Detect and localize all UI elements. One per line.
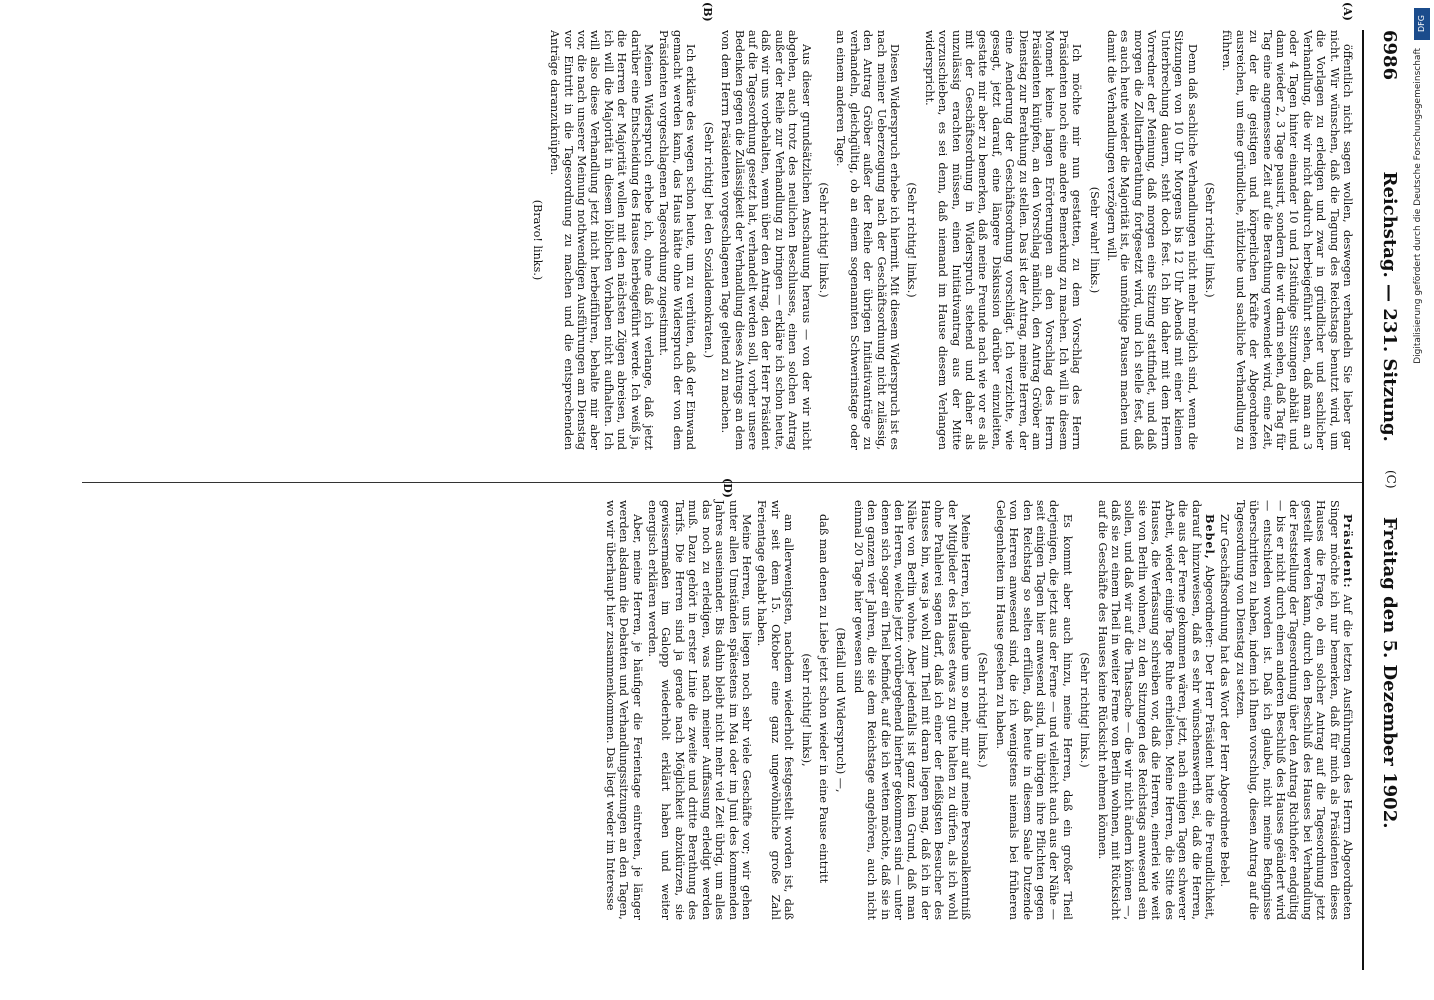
running-title: [1379, 30, 1400, 970]
margin-marker-d: (D): [721, 478, 734, 498]
running-title-right: Freitag den 5. Dezember 1902.: [1379, 517, 1400, 829]
page-number: 6986: [1379, 30, 1400, 81]
interjection: (Sehr richtig! links.): [816, 182, 830, 298]
paragraph: [1095, 500, 1216, 920]
credit-text: Digitalisierung gefördert durch die Deutsche Forschungsgemeinschaft: [1413, 48, 1423, 364]
paragraph: Aus dieser grundsätzlichen Anschauung heraus — von der wir nicht abgehen, auch trotz des neulichen Beschlusses, einen solchen Antrag außer der Reihe zur Verhandlung zu bringen — erkläre ich schon heute, daß wir uns vorbehalten, wenn über den Antrag, den der Herr Präsident auf die Tagesordnung gesetzt hat, verhandelt werden soll, vorher unsere Bedenken gegen die Zulässigkeit der Verhandlung dieses Antrags an dem von dem Herrn Präsidenten vorgeschlagenen Tage geltend zu machen.: [719, 30, 813, 450]
paragraph: daß man denen zu Liebe jetzt schon wieder in eine Pause eintritt: [816, 514, 830, 884]
header-rule: [1362, 30, 1364, 970]
paragraph: Aber, meine Herren, je häufiger die Ferientage eintreten, je länger werden alsdann die Debatten und Verhandlungssitzungen an den Tagen, wo wir überhaupt hier zusammenkommen. Das liegt weder im Interesse: [603, 500, 644, 920]
interjection: (Sehr richtig! links.): [1202, 182, 1216, 298]
paragraph: [1233, 500, 1354, 920]
paragraph: Meine Herren, uns liegen noch sehr viele Geschäfte vor; wir gehen unter allen Umständen spätestens im Mai oder im Juni des kommenden Jahres auseinander. Bis dahin bleibt nicht mehr viel Zeit übrig, um alles das noch zu erledigen, was nach meiner Auffassung erledigt werden muß. Dazu gehört in erster Linie die zweite und dritte Berathung des Tarifs. Die Herren sind ja gerade nach Möglichkeit abzukürzen, sie gewissermaßen im Galopp wiederholt erklärt haben und weiter energisch erklären werden.: [646, 500, 753, 920]
interjection: (Sehr richtig! bei den Sozialdemokraten.): [701, 121, 715, 359]
paragraph: Ich möchte mir nun gestatten, zu dem Vorschlag des Herrn Präsidenten noch eine andere Bemerkung zu machen. Ich will in diesem Moment keine langen Erörterungen an den Vorschlag des Herrn Präsidenten knüpfen, an den Vorschlag nämlich, den Antrag Gröber am Dienstag zur Berathung zu stellen. Das ist der Antrag, meine Herren, der eine Aenderung der Geschäftsordnung vorschlägt. Ich verzichte, wie gesagt, jetzt darauf, eine längere Diskussion darüber einzuleiten, gestatte mir aber zu bemerken, daß meine Freunde nach wie vor es als mit der Geschäftsordnung in Widerspruch stehend und daher als unzulässig erachten müssen, einen Initiativantrag aus der Mitte vorzuschieben, es sei denn, daß niemand im Hause diesem Verlangen widerspricht.: [922, 30, 1084, 450]
margin-marker-a: (A): [1341, 2, 1354, 21]
interjection: (Sehr richtig! links.): [905, 182, 919, 298]
margin-marker-b: (B): [701, 2, 714, 22]
left-column: [526, 2, 1354, 450]
interjection: (Beifall und Widerspruch) —,: [834, 627, 848, 793]
paragraph: am allerwenigsten, nachdem wiederholt festgestellt worden ist, daß wir seit dem 15. Oktober eine ganz ungewöhnliche große Zahl Ferientage gehabt haben.: [755, 500, 796, 920]
paragraph-text: Abgeordneter: Der Herr Präsident hatte die Freundlichkeit, darauf hinzuweisen, daß es sehr wünschenswerth sei, daß die Herren, die aus der Ferne gekommen wären, jetzt, nach einigen Tagen schwerer Arbeit, wieder einige Tage Ruhe erhielten. Meine Herren, die Sitte des Hauses, die Verfassung schreiben vor, daß die Herren, einerlei wie weit sie von Berlin wohnen, zu den Sitzungen des Reichstags anwesend sein sollen, und daß wir auf die Thatsache — die wir nicht ändern können —, daß sie zu einem Theil in weiter Ferne von Berlin wohnen, mit Rücksicht auf die Geschäfte des Hauses keine Rücksicht nehmen können.: [1095, 500, 1216, 920]
paragraph: Diesen Widerspruch erhebe ich hiermit. Mit diesem Widerspruch ist es nach meiner Ueberzeugung nach der Geschäftsordnung nicht zulässig, den Antrag Gröber außer der Reihe der übrigen Initiativanträge zu verhandeln, gleichgültig, ob an einem sogenannten Schwerinstage oder an einem anderen Tage.: [834, 30, 901, 450]
paragraph: Zur Geschäftsordnung hat das Wort der Herr Abgeordnete Bebel.: [1218, 514, 1232, 888]
paragraph-text: Auf die letzten Ausführungen des Herrn Abgeordneten Singer möchte ich nur bemerken, daß für mich als Präsidenten dieses Hauses die Frage, ob ein solcher Antrag auf die Tagesordnung jetzt gestellt werden kann, durch den Beschluß des Hauses bei Verhandlung der Feststellung der Tagesordnung über den Antrag Richthofer endgültig — bis er nicht durch einen anderen Beschluß des Hauses geändert wird — entschieden worden ist. Daß ich glaube, nicht meine Befugnisse überschritten zu haben, indem ich Ihnen vorschlug, diesen Antrag auf die Tagesordnung von Dienstag zu setzen.: [1233, 500, 1354, 920]
interjection: (Bravo! links.): [530, 199, 544, 281]
paragraph: Es kommt aber auch hinzu, meine Herren, daß ein großer Theil derjenigen, die jetzt aus der Ferne — und vielleicht auch aus der Nähe — seit einigen Tagen hier anwesend sind, im übrigen ihre Pflichten gegen den Reichstag so selten erfüllen, daß heute in diesem Saale Dutzende von Herren anwesend sind, die ich wenigstens niemals bei früheren Gelegenheiten im Hause gesehen zu haben.: [993, 500, 1074, 920]
paragraph: Denn daß sachliche Verhandlungen nicht mehr möglich sind, wenn die Sitzungen von 10 Uhr Morgens bis 12 Uhr Abends mit einer kleinen Unterbrechung dauern, steht doch fest. Ich bin daher mit dem Herrn Vorredner der Meinung, daß morgen eine Sitzung stattfindet, und daß morgen die Zolltarifberathung fortgesetzt wird, und ich stelle fest, daß es auch heute wieder die Majorität ist, die unnöthige Pausen machen und damit die Verhandlungen verzögern will.: [1105, 30, 1199, 450]
right-column: [601, 478, 1355, 920]
paragraph: öffentlich nicht sagen wollen, deswegen verhandeln Sie lieber gar nicht. Wir wünschen, daß die Tagung des Reichstags benutzt wird, um die Vorlagen zu erledigen und zwar in gründlicher und sachlicher Verhandlung, die wir nicht dadurch herbeigeführt sehen, daß man an 3 oder 4 Tagen hinter einander 10 und 12stündige Sitzungen abhält und dann wieder 2, 3 Tage pausirt, sondern die wir darin sehen, daß Tag für Tag eine angemessene Zeit auf die Berathung verwendet wird, eine Zeit, zu der die geistigen und körperlichen Kräfte der Abgeordneten ausreichen, um eine gründliche, nützliche und sachliche Verhandlung zu führen.: [1220, 30, 1354, 450]
interjection: (Sehr richtig! links.): [976, 652, 990, 768]
speaker-name: Präsident:: [1341, 514, 1355, 589]
paragraph: Meine Herren, ich glaube um so mehr, mir auf meine Personalkenntniß der Mitglieder des Hauses etwas zu gute halten zu dürfen, als ich wohl ohne Prahlerei sagen darf, daß ich einer der fleißigsten Besucher des Hauses bin, was ja wohl zum Theil mit daran liegen mag, daß ich in der Nähe von Berlin wohne. Aber jedenfalls ist ganz kein Grund, daß man den Herren, welche jetzt vorübergehend hierher gekommen sind — unter denen sich sogar ein Theil befindet, auf die ich wetten möchte, daß sie in den ganzen vier Jahren, die sie dem Reichstage angehören, auch nicht einmal 20 Tage hier gewesen sind: [851, 500, 973, 920]
running-title-left: Reichstag. — 231. Sitzung.: [1379, 171, 1400, 442]
digitization-credit: [1413, 8, 1433, 993]
paragraph: Meinen Widerspruch erhebe ich, ohne daß ich verlange, daß jetzt darüber eine Entscheidung des Hauses herbeigeführt werde. Ich weiß ja, die Herren der Majorität wollen mit den nächsten Zügen abreisen, und ich will die Majorität in diesem löblichen Vorhaben nicht aufhalten. Ich will also diese Verhandlung jetzt nicht herbeiführen, behalte mir aber vor, die nach unserer Meinung nothwendigen Ausführungen am Dienstag vor Eintritt in die Tagesordnung zu machen und die entsprechenden Anträge daranzuknüpfen.: [548, 30, 656, 450]
interjection: (Sehr richtig! links.): [1078, 652, 1092, 768]
interjection: (Sehr wahr! links.): [1087, 186, 1101, 294]
speaker-name: Bebel,: [1202, 514, 1217, 560]
page-header: [1366, 30, 1406, 970]
dfg-logo: DFG: [1414, 8, 1430, 40]
interjection: (sehr richtig! links),: [799, 653, 813, 767]
margin-marker-c: (C): [1384, 470, 1398, 489]
paragraph: Ich erkläre des wegen schon heute, um zu verhüten, daß der Einwand gemacht werden kann, das Haus hätte ohne Widerspruch der von dem Präsidenten vorgeschlagenen Tagesordnung zugestimmt.: [657, 30, 698, 450]
